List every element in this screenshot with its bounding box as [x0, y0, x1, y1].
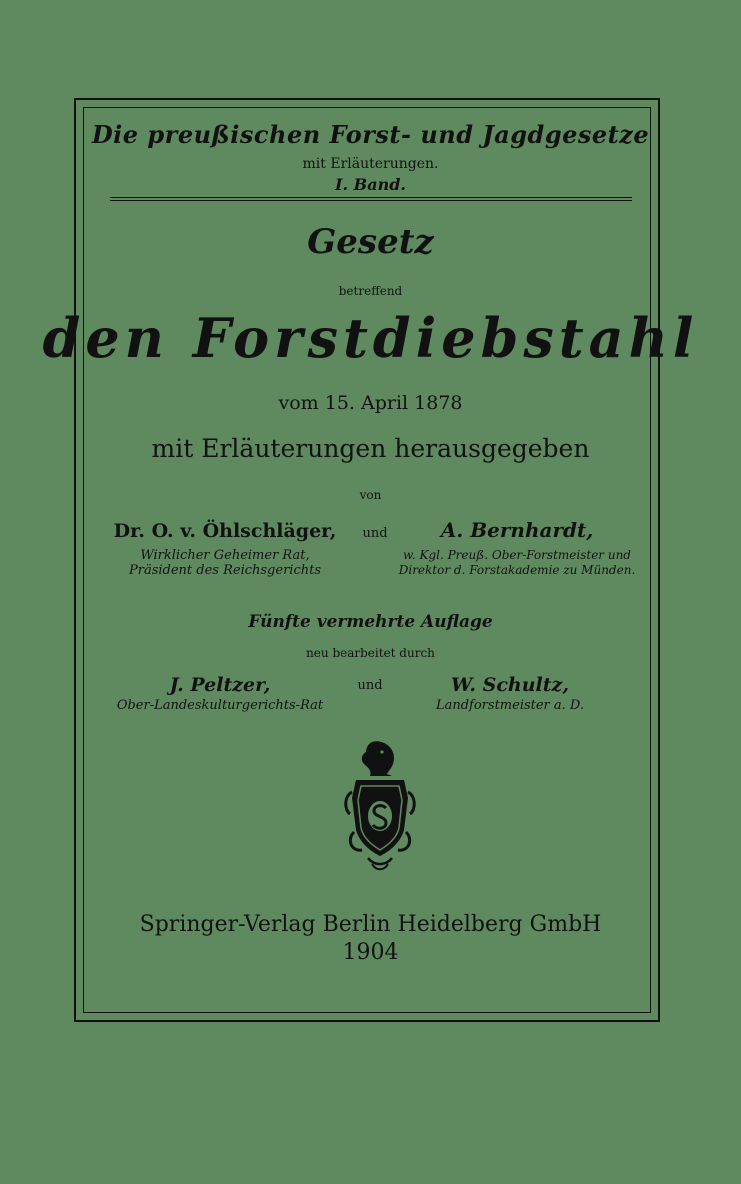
title-heading: Gesetz	[307, 222, 434, 262]
von-label: von	[359, 488, 382, 502]
editor-2-title: Landforstmeister a. D.	[435, 698, 585, 713]
edition-label: Fünfte vermehrte Auflage	[248, 612, 493, 632]
springer-knight-emblem-icon	[342, 740, 418, 872]
und-label: und	[357, 678, 383, 693]
series-title: Die preußischen Forst- und Jagdgesetze	[91, 120, 650, 149]
author-1-name: Dr. O. v. Öhlschläger,	[113, 520, 337, 542]
editor-1-name: J. Peltzer,	[169, 674, 271, 696]
editor-1-title: Ober-Landeskulturgerichts-Rat	[116, 698, 324, 713]
und-label: und	[362, 526, 388, 541]
series-subtitle: mit Erläuterungen.	[302, 156, 439, 172]
publication-year: 1904	[342, 940, 399, 965]
title-betreffend: betreffend	[338, 284, 403, 298]
author-1-title-line-2: Präsident des Reichsgerichts	[128, 563, 321, 578]
divider-rule	[110, 197, 632, 198]
author-2-name: A. Bernhardt,	[440, 518, 594, 542]
author-2-title-line-2: Direktor d. Forstakademie zu Münden.	[398, 563, 636, 577]
editor-2-name: W. Schultz,	[451, 674, 569, 696]
author-1-title-line-1: Wirklicher Geheimer Rat,	[140, 548, 310, 563]
revised-by-label: neu bearbeitet durch	[306, 646, 435, 660]
publisher-name: Springer-Verlag Berlin Heidelberg GmbH	[139, 912, 602, 937]
law-date: vom 15. April 1878	[278, 392, 463, 414]
volume-label: I. Band.	[335, 175, 406, 194]
divider-rule	[110, 200, 632, 201]
author-2-title-line-1: w. Kgl. Preuß. Ober-Forstmeister und	[403, 548, 631, 562]
book-subtitle: mit Erläuterungen herausgegeben	[151, 434, 590, 463]
main-title: den Forstdiebstahl	[42, 306, 699, 370]
